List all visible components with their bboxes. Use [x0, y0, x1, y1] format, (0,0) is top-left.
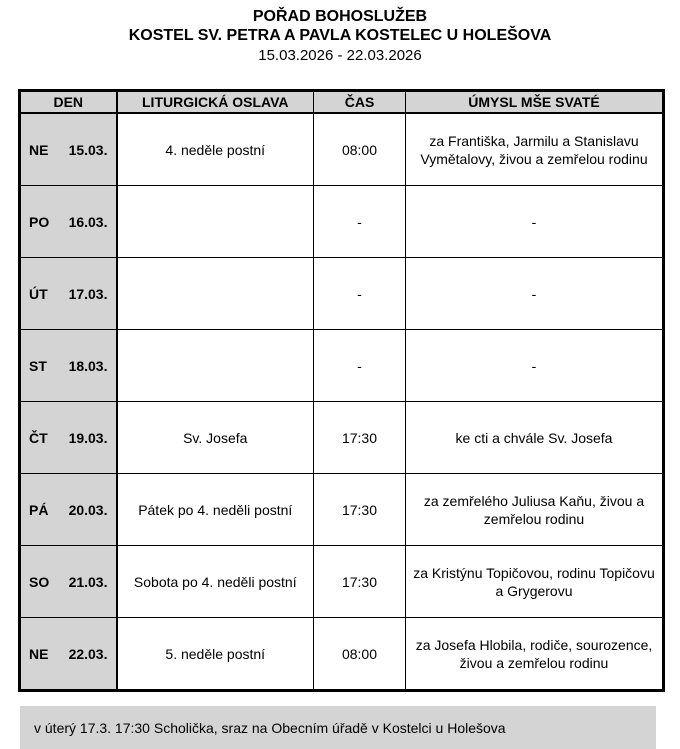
day-cell	[20, 474, 117, 546]
day-cell	[20, 618, 117, 691]
time-cell: 17:30	[314, 546, 406, 618]
celebration-cell: Pátek po 4. neděli postní	[117, 474, 314, 546]
day-label	[29, 357, 108, 375]
intention-cell: za Josefa Hlobila, rodiče, sourozence, živou a zemřelou rodinu	[406, 618, 664, 691]
day-label	[29, 573, 108, 591]
celebration-cell	[117, 186, 314, 258]
day-label	[29, 285, 108, 303]
time-cell: 17:30	[314, 402, 406, 474]
day-date: 20.03.	[68, 501, 108, 518]
time-cell: -	[314, 258, 406, 330]
day-label	[29, 645, 108, 663]
day-abbr: ST	[29, 357, 47, 374]
column-header-intention: ÚMYSL MŠE SVATÉ	[406, 91, 664, 114]
day-cell	[20, 113, 117, 186]
table-row	[20, 546, 664, 618]
column-header-time: ČAS	[314, 91, 406, 114]
time-cell: 08:00	[314, 113, 406, 186]
announcement-band	[20, 706, 656, 749]
table-row	[20, 330, 664, 402]
table-row	[20, 258, 664, 330]
time-cell: -	[314, 330, 406, 402]
intention-cell: -	[406, 186, 664, 258]
church-name: KOSTEL SV. PETRA A PAVLA KOSTELEC U HOLEŠOVA	[128, 27, 552, 44]
table-row	[20, 402, 664, 474]
day-date: 17.03.	[68, 285, 108, 302]
day-abbr: ÚT	[29, 285, 48, 302]
day-abbr: NE	[29, 141, 49, 158]
celebration-cell	[117, 258, 314, 330]
date-range: 15.03.2026 - 22.03.2026	[258, 47, 422, 64]
day-date: 22.03.	[68, 645, 108, 662]
time-cell: -	[314, 186, 406, 258]
intention-cell: za Kristýnu Topičovou, rodinu Topičovu a Grygerovu	[406, 546, 664, 618]
table-row	[20, 186, 664, 258]
celebration-cell	[117, 330, 314, 402]
intention-cell: za Františka, Jarmilu a Stanislavu Vymětalovy, živou a zemřelou rodinu	[406, 113, 664, 186]
day-cell	[20, 186, 117, 258]
time-cell: 08:00	[314, 618, 406, 691]
table-row	[20, 618, 664, 691]
page-title: POŘAD BOHOSLUŽEB	[252, 8, 428, 25]
day-date: 18.03.	[68, 357, 108, 374]
column-header-day: DEN	[20, 91, 117, 114]
intention-cell: -	[406, 330, 664, 402]
day-cell	[20, 546, 117, 618]
table-row	[20, 113, 664, 186]
day-abbr: PO	[29, 213, 50, 230]
table-header-row	[20, 91, 664, 114]
celebration-cell: 5. neděle postní	[117, 618, 314, 691]
document-header	[0, 0, 680, 66]
day-label	[29, 429, 108, 447]
intention-cell: za zemřelého Juliusa Kaňu, živou a zemřelou rodinu	[406, 474, 664, 546]
celebration-cell: Sobota po 4. neděli postní	[117, 546, 314, 618]
day-cell	[20, 402, 117, 474]
column-header-celebration: LITURGICKÁ OSLAVA	[117, 91, 314, 114]
celebration-cell: Sv. Josefa	[117, 402, 314, 474]
intention-cell: ke cti a chvále Sv. Josefa	[406, 402, 664, 474]
celebration-cell: 4. neděle postní	[117, 113, 314, 186]
day-cell	[20, 258, 117, 330]
day-abbr: SO	[29, 573, 50, 590]
day-label	[29, 141, 108, 159]
day-label	[29, 213, 108, 231]
day-abbr: ČT	[29, 429, 48, 446]
announcement-note: v úterý 17.3. 17:30 Scholička, sraz na Obecním úřadě v Kostelci u Holešova	[34, 719, 506, 736]
intention-cell: -	[406, 258, 664, 330]
day-date: 19.03.	[68, 429, 108, 446]
day-abbr: PÁ	[29, 501, 49, 518]
day-label	[29, 501, 108, 519]
schedule-table	[18, 89, 665, 692]
table-row	[20, 474, 664, 546]
day-date: 16.03.	[68, 213, 108, 230]
day-date: 15.03.	[68, 141, 108, 158]
day-abbr: NE	[29, 645, 49, 662]
time-cell: 17:30	[314, 474, 406, 546]
day-date: 21.03.	[68, 573, 108, 590]
day-cell	[20, 330, 117, 402]
